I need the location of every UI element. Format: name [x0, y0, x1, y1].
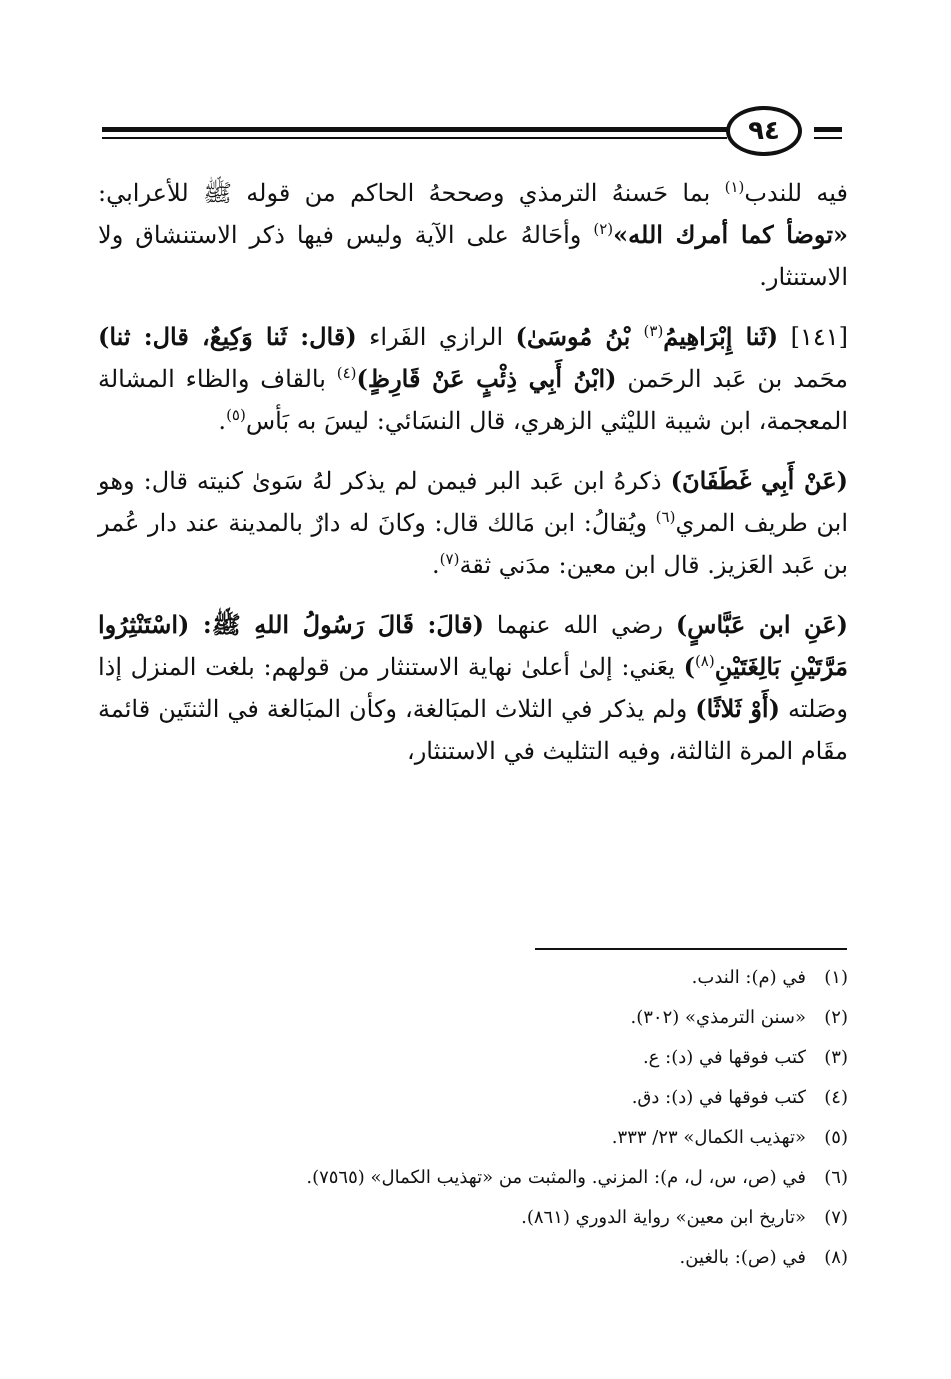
header-rule-thin [102, 137, 727, 139]
footnote-item [98, 998, 848, 1038]
text-segment: الرازي الفَراء [356, 323, 516, 351]
matn-text: بْنُ مُوسَىٰ) [515, 322, 644, 351]
text-segment: بالقاف والظاء المشالة المعجمة، ابن شيبة الليْثي الزهري، قال النسَائي: ليسَ به بَأس [98, 365, 848, 435]
footnote-number: (١) [824, 967, 848, 988]
footnote-text: كتب فوقها في (د): ع. [642, 1047, 806, 1068]
footnote-text: «سنن الترمذي» (٣٠٢). [630, 1007, 806, 1028]
footnote-ref[interactable]: (٢) [593, 220, 614, 238]
footnote-separator [535, 948, 847, 950]
footnote-text: في (م): الندب. [691, 967, 806, 988]
header-rule-thick [102, 127, 727, 132]
text-segment: رضي الله عنهما [483, 611, 676, 639]
hadith-number: [١٤١] [778, 323, 849, 351]
footnote-ref[interactable]: (٦) [655, 508, 676, 526]
hadith-quote: «توضأ كما أمرك الله» [613, 220, 849, 249]
text-segment: . [218, 407, 227, 435]
footnote-number: (٣) [824, 1047, 848, 1068]
footnote-text: في (ص): بالغين. [679, 1247, 806, 1268]
text-segment: محَمد بن عَبد الرحَمن [616, 365, 849, 393]
footnote-text: في (ص، س، ل، م): المزني. والمثبت من «تهذيب الكمال» (٧٥٦٥). [306, 1167, 806, 1188]
text-segment: بما حَسنهُ الترمذي وصححهُ الحاكم من قوله ﷺ للأعرابي: [98, 179, 725, 207]
footnote-number: (٤) [824, 1087, 848, 1108]
paragraph-3 [98, 460, 848, 586]
footnote-ref[interactable]: (٧) [439, 550, 460, 568]
header-rule-right-thin [814, 137, 842, 139]
matn-text: (أَوْ ثَلاثًا) [695, 694, 780, 723]
footnote-item [98, 1038, 848, 1078]
footnote-number: (٧) [824, 1207, 848, 1228]
footnote-text: «تهذيب الكمال» ٢٣/ ٣٣٣. [611, 1127, 806, 1148]
footnote-ref[interactable]: (٨) [694, 652, 715, 670]
text-segment: وأحَالهُ على الآية وليس فيها ذكر الاستنشاق ولا الاستنثار. [98, 221, 848, 291]
footnote-item [98, 1238, 848, 1278]
paragraph-1 [98, 172, 848, 298]
footnote-ref[interactable]: (١) [724, 178, 745, 196]
header-rule-right-thick [814, 127, 842, 132]
text-segment: . [432, 551, 440, 579]
footnote-item [98, 958, 848, 998]
footnote-text: «تاريخ ابن معين» رواية الدوري (٨٦١). [521, 1207, 806, 1228]
matn-text: (ثَنا إِبْرَاهِيمُ [663, 322, 779, 351]
paragraph-4 [98, 604, 848, 772]
footnote-number: (٢) [824, 1007, 848, 1028]
matn-text: (قال: ثَنا وَكِيعٌ، قال: ثنا) [98, 322, 357, 351]
paragraph-2 [98, 316, 848, 442]
text-segment: فيه للندب [744, 179, 849, 207]
footnote-item [98, 1078, 848, 1118]
footnote-item [98, 1118, 848, 1158]
footnote-ref[interactable]: (٣) [643, 322, 664, 340]
text-segment: ولم يذكر في الثلاث المبَالغة، وكأن المبَالغة في الثنتَين قائمة مقَام المرة الثالثة، وفيه التثليث في الاستنثار، [98, 695, 848, 765]
footnote-ref[interactable]: (٤) [336, 364, 357, 382]
text-segment: ذكرهُ ابن عَبد البر فيمن لم يذكر لهُ سَوىٰ كنيته قال: وهو ابن طريف المري [98, 467, 849, 537]
footnote-number: (٥) [824, 1127, 848, 1148]
matn-text: ) [683, 652, 695, 681]
footnote-item [98, 1198, 848, 1238]
footnote-number: (٦) [824, 1167, 848, 1188]
matn-text: (ابْنُ أَبِي ذِئْبٍ عَنْ قَارِظٍ) [356, 364, 617, 393]
footnote-item [98, 1158, 848, 1198]
main-text [98, 172, 848, 790]
text-segment: يعَني: إلىٰ أعلىٰ نهاية الاستنثار من قولهم: بلغت المنزل إذا وصَلته [98, 653, 848, 723]
page-number: ٩٤ [726, 106, 802, 156]
text-segment: ويُقالُ: ابن مَالك قال: وكانَ له دارٌ بالمدينة عند دار عُمر بن عَبد العَزيز. قال ابن معين: مدَني ثقة [98, 509, 848, 579]
matn-text: (قالَ: قَالَ رَسُولُ اللهِ ﷺ: (اسْتَنْثِرُوا مَرَّتَيْنِ بَالِغَتَيْنِ [98, 610, 849, 681]
page-header [102, 104, 842, 164]
footnote-number: (٨) [824, 1247, 848, 1268]
footnote-text: كتب فوقها في (د): دق. [631, 1087, 806, 1108]
matn-text: (عَنْ أَبِي غَطَفَانَ) [670, 466, 848, 495]
footnotes-list [98, 958, 848, 1278]
footnote-ref[interactable]: (٥) [226, 406, 246, 424]
matn-text: (عَنِ ابن عَبَّاسٍ) [675, 610, 848, 639]
